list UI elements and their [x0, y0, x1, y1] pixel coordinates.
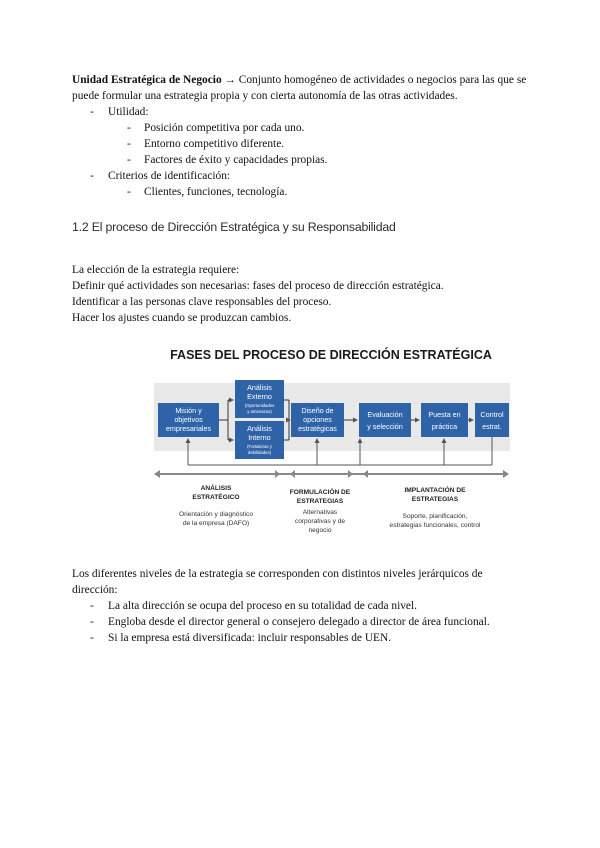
- phase-desc: de la empresa (DAFO): [182, 520, 250, 527]
- evaluacion-label: Evaluación: [367, 410, 403, 419]
- interno-label: Análisis: [247, 424, 272, 433]
- mision-label: objetivos: [174, 415, 203, 424]
- list-item: Clientes, funciones, tecnología.: [144, 186, 288, 198]
- interno-label: Interno: [248, 433, 271, 442]
- evaluacion-label: y selección: [367, 422, 403, 431]
- figure-title: FASES DEL PROCESO DE DIRECCIÓN ESTRATÉGICA: [170, 348, 492, 362]
- phase-desc: Soporte, planificación,: [402, 513, 468, 520]
- phase-desc: Orientación y diagnóstico: [178, 511, 254, 518]
- mision-label: empresariales: [165, 424, 212, 433]
- puesta-box: [421, 403, 468, 437]
- externo-label: Externo: [247, 392, 272, 401]
- para1-line: Identificar a las personas clave responsables del proceso.: [72, 296, 332, 308]
- criterios-label: Criterios de identificación:: [108, 170, 231, 182]
- list-item: Si la empresa está diversificada: incluir responsables de UEN.: [108, 632, 392, 644]
- control-label: estrat.: [482, 424, 502, 431]
- para2-line: Los diferentes niveles de la estrategia se corresponden con distintos niveles jerárquicos de: [72, 568, 483, 580]
- list-dash: -: [90, 600, 94, 612]
- axis-arrowhead: [363, 470, 368, 478]
- list-dash: -: [127, 186, 131, 198]
- list-dash: -: [90, 632, 94, 644]
- axis-arrowhead: [290, 470, 295, 478]
- para2-line: dirección:: [72, 584, 118, 596]
- phase-desc: negocio: [308, 527, 332, 534]
- axis-arrowhead: [275, 470, 280, 478]
- axis-arrowhead: [348, 470, 353, 478]
- strategy-process-figure: [150, 343, 513, 538]
- mision-label: Misión y: [175, 406, 202, 415]
- diseno-box: [291, 403, 344, 437]
- phase-desc: corporativas y de: [294, 518, 346, 525]
- phase-title: ESTRATEGIAS: [411, 496, 459, 503]
- section-heading: 1.2 El proceso de Dirección Estratégica y su Responsabilidad: [72, 220, 396, 234]
- arrow-glyph: →: [224, 74, 236, 86]
- list-item: Entorno competitivo diferente.: [144, 138, 285, 150]
- externo-sub: y amenazas): [247, 409, 272, 414]
- phase-title: FORMULACIÓN DE: [289, 489, 351, 496]
- puesta-label: Puesta en: [428, 410, 461, 419]
- para1-line: La elección de la estrategia requiere:: [72, 264, 240, 276]
- list-item: Posición competitiva por cada uno.: [144, 122, 305, 134]
- list-dash: -: [90, 106, 94, 118]
- externo-sub: (Oportunidades: [244, 403, 275, 408]
- intro-paragraph: [72, 72, 532, 104]
- puesta-label: práctica: [431, 422, 458, 431]
- control-box: [475, 403, 509, 437]
- diseno-label: Diseño de: [301, 406, 334, 415]
- definition-text: Conjunto homogéneo de actividades o negocios para las que se puede formular una estrategia propia y con cierta autonomía de las otras actividades.: [72, 74, 527, 102]
- axis-arrowhead: [503, 470, 509, 478]
- list-dash: -: [90, 170, 94, 182]
- list-dash: -: [127, 122, 131, 134]
- para1-line: Hacer los ajustes cuando se produzcan cambios.: [72, 312, 292, 324]
- phase-desc: Alternativas: [302, 509, 338, 516]
- term-bold: Unidad Estratégica de Negocio: [72, 74, 222, 86]
- analisis-interno-box: [235, 421, 284, 459]
- phase-desc: estrategias funcionales, control: [389, 522, 481, 529]
- list-dash: -: [127, 138, 131, 150]
- para1-line: Definir qué actividades son necesarias: fases del proceso de dirección estratégica.: [72, 280, 444, 292]
- control-label: Control: [480, 410, 504, 419]
- phase-title: IMPLANTACIÓN DE: [404, 487, 466, 494]
- utilidad-label: Utilidad:: [108, 106, 149, 118]
- list-dash: -: [127, 154, 131, 166]
- mision-box: [158, 403, 219, 437]
- interno-sub: (Fortalezas y: [247, 444, 272, 449]
- diseno-label: estratégicas: [298, 424, 337, 433]
- list-item: Engloba desde el director general o consejero delegado a director de área funcional.: [108, 616, 490, 628]
- diseno-label: opciones: [303, 415, 332, 424]
- phase-title: ESTRATEGIAS: [296, 498, 344, 505]
- phase-title: ESTRATÉGICO: [192, 494, 240, 501]
- axis-arrowhead: [154, 470, 160, 478]
- list-item: Factores de éxito y capacidades propias.: [144, 154, 328, 166]
- externo-label: Análisis: [247, 383, 272, 392]
- evaluacion-box: [359, 403, 411, 437]
- interno-sub: debilidades): [247, 450, 272, 455]
- list-dash: -: [90, 616, 94, 628]
- list-item: La alta dirección se ocupa del proceso en su totalidad de cada nivel.: [108, 600, 417, 612]
- analisis-externo-box: [235, 380, 284, 418]
- phase-title: ANÁLISIS: [200, 485, 232, 492]
